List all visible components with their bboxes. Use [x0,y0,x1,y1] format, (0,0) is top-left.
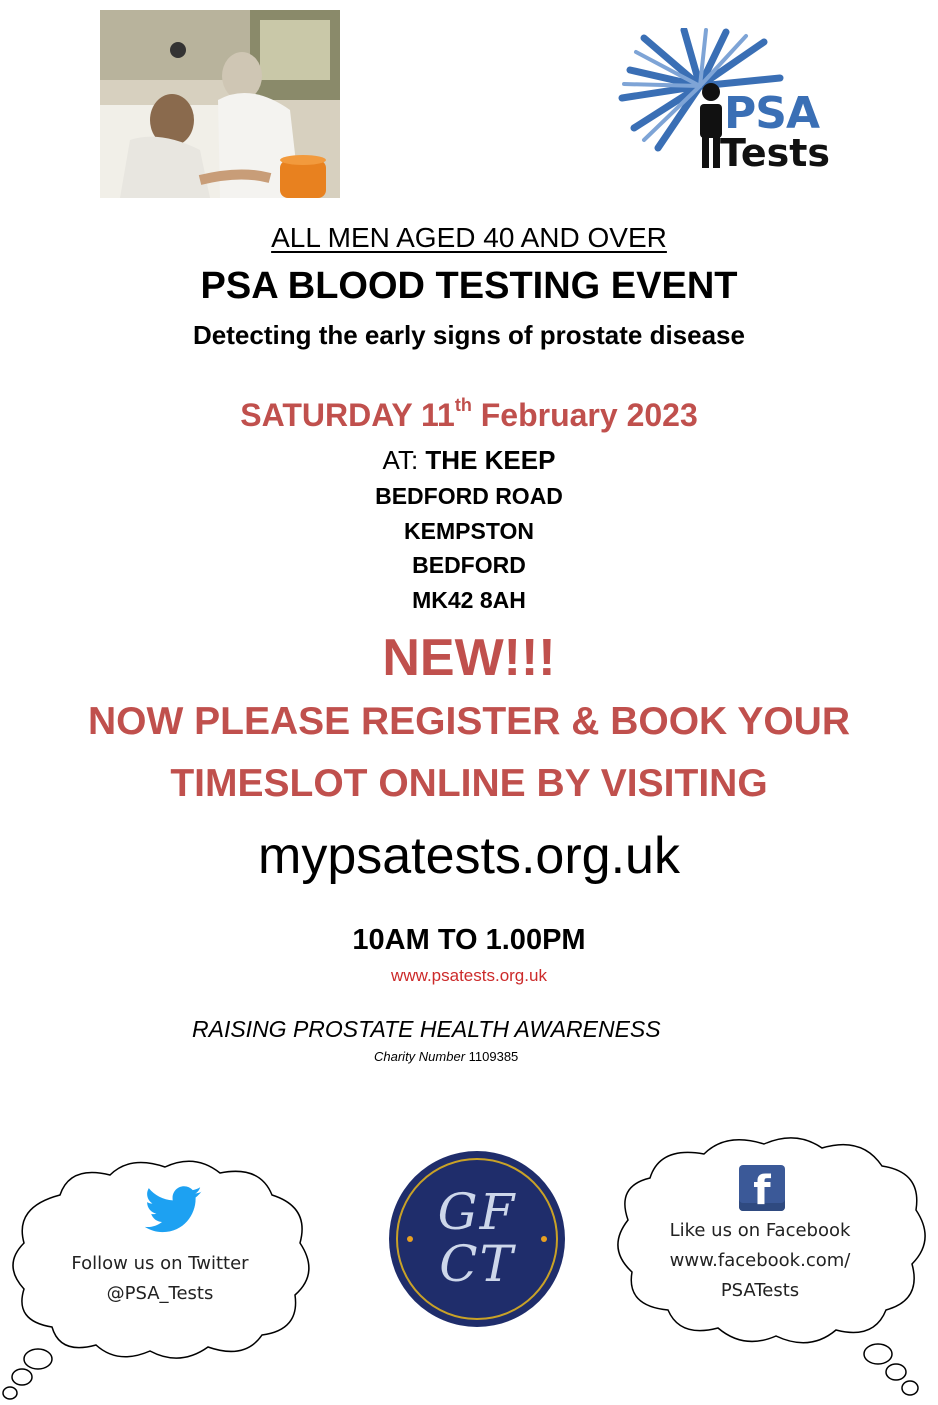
psa-tests-logo [614,28,844,178]
gfct-badge-logo [386,1148,568,1330]
venue-line [0,445,938,476]
facebook-url-line2[interactable]: PSATests [720,1280,800,1301]
address-line: BEDFORD [412,552,526,578]
facebook-url-line1[interactable]: www.facebook.com/ [669,1250,851,1271]
booking-website-link[interactable]: mypsatests.org.uk [258,827,680,885]
charity-label: Charity Number [374,1049,466,1064]
facebook-icon[interactable]: f [739,1165,785,1211]
twitter-text [40,1249,280,1309]
address-postcode: MK42 8AH [412,587,526,613]
badge-line1: GF [437,1183,517,1241]
charity-number [374,1049,518,1064]
register-line: TIMESLOT ONLINE BY VISITING [170,762,768,805]
address-line: BEDFORD ROAD [375,483,563,509]
twitter-handle[interactable]: @PSA_Tests [106,1283,214,1304]
twitter-bird-icon[interactable] [145,1186,203,1234]
badge-line2: CT [439,1235,515,1293]
date-rest: February 2023 [471,397,698,433]
event-photo [100,10,340,198]
date-suffix: th [454,395,472,415]
charity-value: 1109385 [465,1049,519,1064]
logo-psa-text: PSA [724,88,819,139]
venue-name: THE KEEP [425,445,556,475]
address-line: KEMPSTON [404,518,534,544]
website-link[interactable]: www.psatests.org.uk [391,966,547,985]
venue-label: AT: [382,445,426,475]
event-subtitle: Detecting the early signs of prostate disease [193,320,745,350]
facebook-like-label: Like us on Facebook [669,1220,851,1241]
register-line: NOW PLEASE REGISTER & BOOK YOUR [87,700,851,743]
event-title: PSA BLOOD TESTING EVENT [200,265,738,307]
facebook-text [636,1216,884,1306]
audience-heading: ALL MEN AGED 40 AND OVER [271,222,667,253]
new-banner: NEW!!! [382,629,556,687]
event-date [0,397,938,434]
tagline: RAISING PROSTATE HEALTH AWARENESS [192,1016,661,1042]
twitter-follow-label: Follow us on Twitter [71,1253,249,1274]
date-day: SATURDAY 11 [240,397,455,433]
logo-tests-text: Tests [720,131,831,175]
event-hours: 10AM TO 1.00PM [352,924,586,956]
